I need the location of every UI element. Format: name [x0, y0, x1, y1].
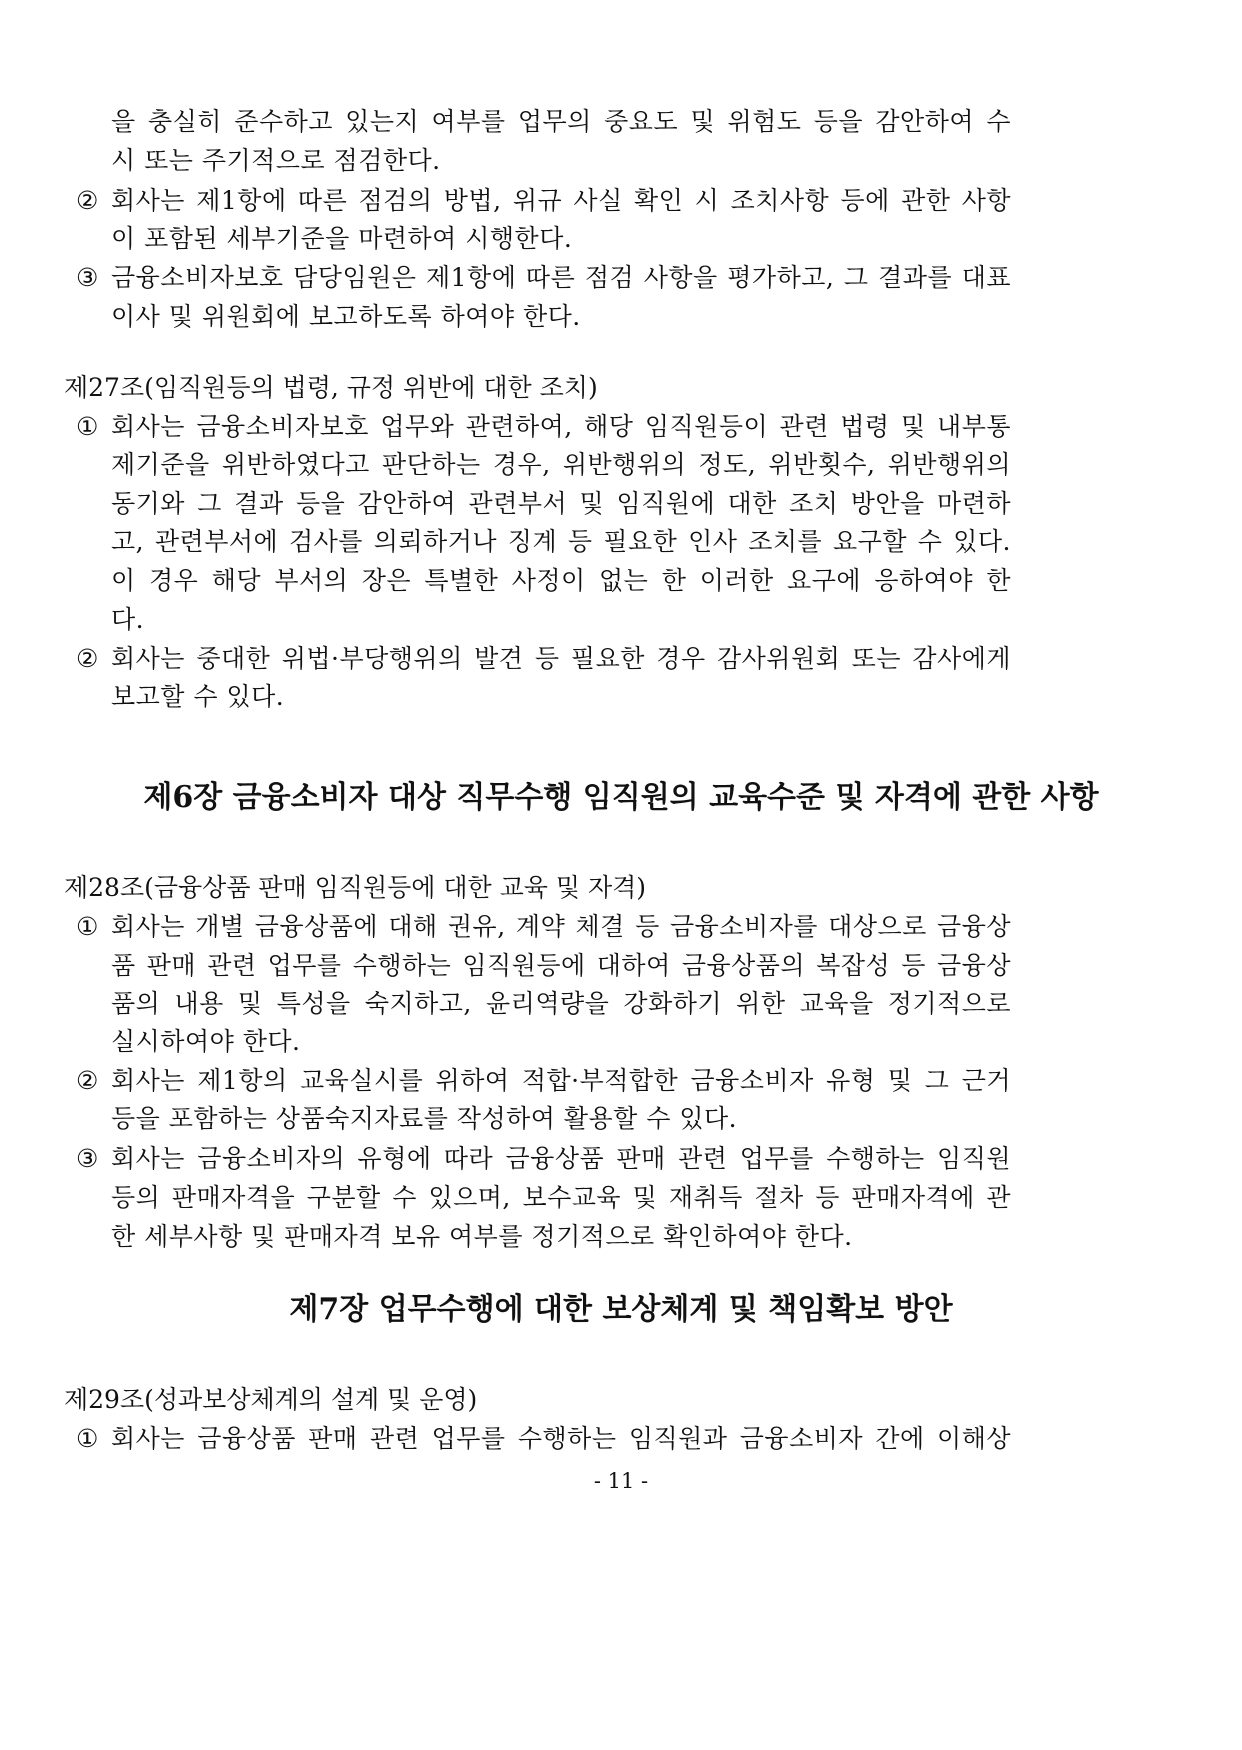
text-line: 품의 내용 및 특성을 숙지하고, 윤리역량을 강화하기 위한 교육을 정기적으로: [111, 989, 1011, 1018]
text-line: 보고할 수 있다.: [111, 682, 285, 711]
text-line: 품 판매 관련 업무를 수행하는 임직원등에 대하여 금융상품의 복잡성 등 금융상: [111, 951, 1011, 980]
item-marker: ①: [76, 912, 99, 941]
text-line: 회사는 중대한 위법·부당행위의 발견 등 필요한 경우 감사위원회 또는 감사에게: [111, 644, 1011, 673]
item-marker: ③: [76, 1144, 99, 1173]
text-line: 이사 및 위원회에 보고하도록 하여야 한다.: [111, 302, 581, 331]
item-marker: ②: [76, 644, 99, 673]
item-marker: ①: [76, 1424, 99, 1453]
article-28-title: 제28조(금융상품 판매 임직원등에 대한 교육 및 자격): [64, 873, 647, 902]
article-29-title: 제29조(성과보상체계의 설계 및 운영): [64, 1385, 478, 1414]
chapter-6-heading: 제6장 금융소비자 대상 직무수행 임직원의 교육수준 및 자격에 관한 사항: [143, 780, 1099, 815]
text-line: 실시하여야 한다.: [111, 1027, 301, 1056]
text-line: 고, 관련부서에 검사를 의뢰하거나 징계 등 필요한 인사 조치를 요구할 수 있다.: [111, 527, 1011, 556]
text-line: 등의 판매자격을 구분할 수 있으며, 보수교육 및 재취득 절차 등 판매자격에 관: [111, 1183, 1011, 1212]
text-line: 이 경우 해당 부서의 장은 특별한 사정이 없는 한 이러한 요구에 응하여야 한: [111, 566, 1011, 595]
text-line: 다.: [111, 605, 145, 634]
text-line: 금융소비자보호 담당임원은 제1항에 따른 점검 사항을 평가하고, 그 결과를 대표: [111, 263, 1011, 292]
text-line: 한 세부사항 및 판매자격 보유 여부를 정기적으로 확인하여야 한다.: [111, 1222, 853, 1251]
text-line: 동기와 그 결과 등을 감안하여 관련부서 및 임직원에 대한 조치 방안을 마련하: [111, 489, 1011, 518]
text-line: 회사는 금융상품 판매 관련 업무를 수행하는 임직원과 금융소비자 간에 이해상: [111, 1424, 1011, 1453]
text-line: 회사는 개별 금융상품에 대해 권유, 계약 체결 등 금융소비자를 대상으로 금융상: [111, 912, 1011, 941]
item-marker: ①: [76, 412, 99, 441]
article-27-title: 제27조(임직원등의 법령, 규정 위반에 대한 조치): [64, 373, 598, 402]
item-marker: ②: [76, 1066, 99, 1095]
item-marker: ②: [76, 186, 99, 215]
text-line: 시 또는 주기적으로 점검한다.: [111, 146, 441, 175]
text-line: 을 충실히 준수하고 있는지 여부를 업무의 중요도 및 위험도 등을 감안하여 수: [111, 107, 1011, 136]
text-line: 회사는 제1항의 교육실시를 위하여 적합·부적합한 금융소비자 유형 및 그 근거: [111, 1066, 1011, 1095]
text-line: 이 포함된 세부기준을 마련하여 시행한다.: [111, 224, 573, 253]
text-line: 제기준을 위반하였다고 판단하는 경우, 위반행위의 정도, 위반횟수, 위반행위의: [111, 450, 1011, 479]
chapter-7-heading: 제7장 업무수행에 대한 보상체계 및 책임확보 방안: [289, 1292, 953, 1327]
item-marker: ③: [76, 263, 99, 292]
text-line: 등을 포함하는 상품숙지자료를 작성하여 활용할 수 있다.: [111, 1104, 738, 1133]
text-line: 회사는 금융소비자보호 업무와 관련하여, 해당 임직원등이 관련 법령 및 내부통: [111, 412, 1011, 441]
text-line: 회사는 제1항에 따른 점검의 방법, 위규 사실 확인 시 조치사항 등에 관한 사항: [111, 186, 1011, 215]
page-number: - 11 -: [593, 1469, 649, 1493]
text-line: 회사는 금융소비자의 유형에 따라 금융상품 판매 관련 업무를 수행하는 임직원: [111, 1144, 1011, 1173]
